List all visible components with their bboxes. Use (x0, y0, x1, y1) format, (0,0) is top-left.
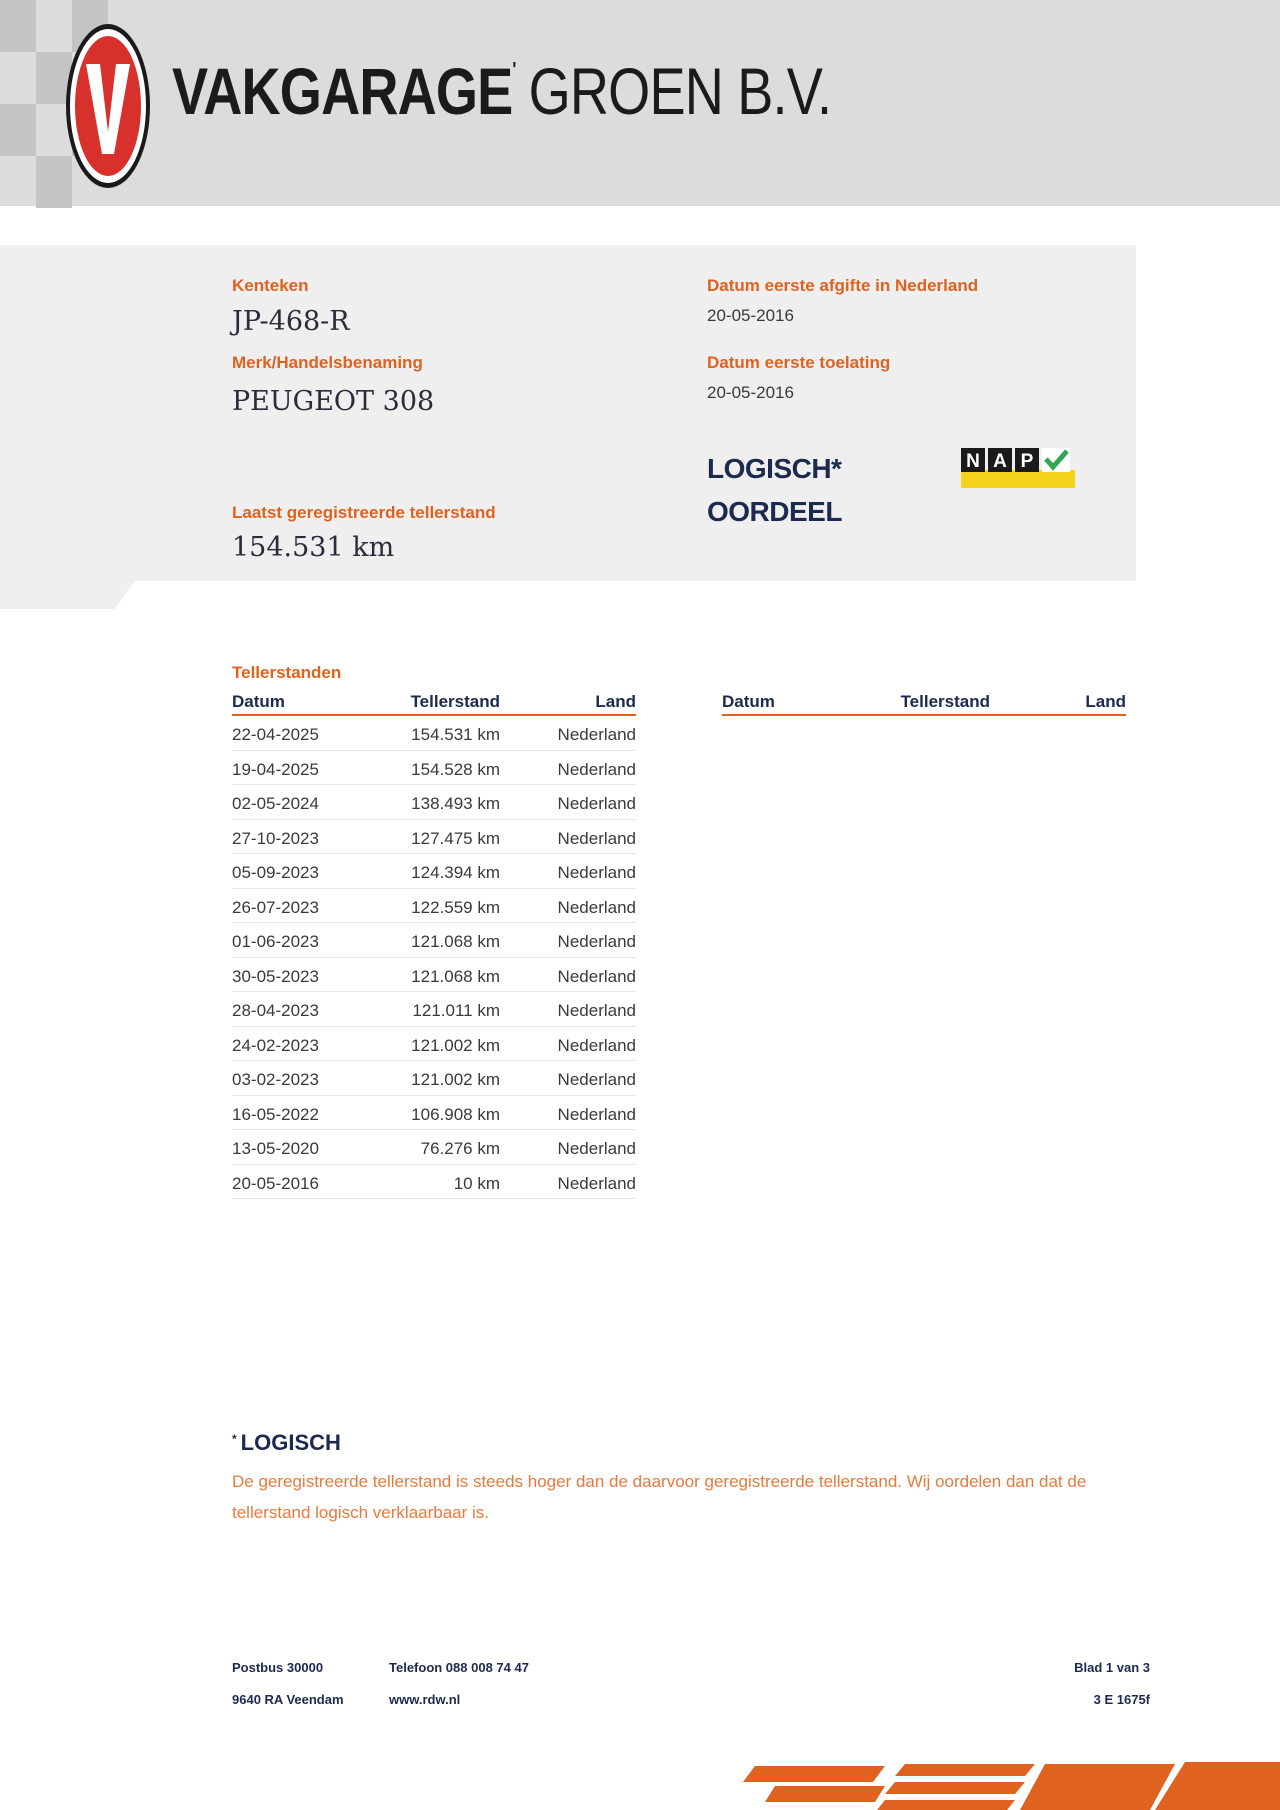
row-land: Nederland (557, 794, 636, 813)
table-row (232, 1027, 636, 1062)
col-header-km: Tellerstand (410, 692, 500, 711)
row-km: 76.276 km (420, 1139, 500, 1158)
last-odometer-label: Laatst geregistreerde tellerstand (232, 503, 496, 522)
col-header-land: Land (595, 692, 636, 711)
footnote-text: De geregistreerde tellerstand is steeds hoger dan de daarvoor geregistreerde tellerstand. Wij oordelen dan dat de tellerstand logisch verklaarbaar is. (232, 1472, 1087, 1522)
row-land: Nederland (557, 897, 636, 917)
row-land: Nederland (557, 725, 636, 744)
row-km: 106.908 km (411, 1104, 500, 1124)
row-land: Nederland (557, 966, 636, 986)
table-row (232, 1130, 636, 1165)
row-land: Nederland (557, 1035, 636, 1055)
vakgarage-logo-icon (64, 22, 152, 190)
row-date: 28-04-2023 (232, 1001, 319, 1020)
table-row (232, 1096, 636, 1131)
row-date: 19-04-2025 (232, 759, 319, 779)
row-date: 24-02-2023 (232, 1035, 319, 1055)
nap-logo-icon (961, 446, 1075, 488)
row-land: Nederland (557, 1139, 636, 1158)
first-issue-label: Datum eerste afgifte in Nederland (707, 276, 979, 295)
row-date: 16-05-2022 (232, 1104, 319, 1124)
row-land: Nederland (557, 932, 636, 951)
table-row (232, 854, 636, 889)
row-land: Nederland (557, 1001, 636, 1020)
nap-letter-n: N (966, 451, 980, 472)
footer-postbus: Postbus 30000 (232, 1660, 324, 1675)
footer-code: 3 E 1675f (1093, 1692, 1150, 1707)
readings-table-right (722, 690, 1126, 716)
table-row (232, 751, 636, 786)
garage-header (0, 0, 1280, 206)
table-row (232, 992, 636, 1027)
kenteken-value: JP-468-R (232, 306, 350, 337)
footer-city: 9640 RA Veendam (232, 1692, 344, 1707)
row-date: 20-05-2016 (232, 1173, 319, 1193)
row-date: 30-05-2023 (232, 966, 319, 986)
brand-name: VAKGARAGE' GROEN B.V. (172, 54, 832, 128)
footer-phone: Telefoon 088 008 74 47 (389, 1660, 529, 1675)
last-odometer-value: 154.531 km (232, 532, 395, 563)
table-row (232, 785, 636, 820)
row-km: 10 km (453, 1173, 500, 1193)
row-km: 121.068 km (411, 966, 500, 986)
row-km: 121.068 km (411, 932, 500, 951)
readings-title: Tellerstanden (232, 663, 342, 682)
readings-rows (232, 716, 636, 1199)
kenteken-label: Kenteken (232, 276, 309, 295)
row-date: 02-05-2024 (232, 794, 319, 813)
row-km: 121.002 km (411, 1070, 500, 1089)
row-land: Nederland (557, 759, 636, 779)
first-admission-value: 20-05-2016 (707, 383, 794, 402)
panel-tab (0, 581, 135, 609)
col-header-date-right: Datum (722, 692, 775, 711)
row-land: Nederland (557, 1173, 636, 1193)
row-land: Nederland (557, 828, 636, 848)
row-date: 22-04-2025 (232, 725, 319, 744)
row-date: 03-02-2023 (232, 1070, 319, 1089)
readings-table-header-right (722, 690, 1126, 716)
merk-label: Merk/Handelsbenaming (232, 353, 423, 372)
table-row (232, 820, 636, 855)
row-date: 27-10-2023 (232, 828, 319, 848)
row-land: Nederland (557, 1070, 636, 1089)
row-km: 124.394 km (411, 863, 500, 882)
readings-table-left (232, 690, 636, 1199)
table-row (232, 958, 636, 993)
col-header-land-right: Land (1085, 692, 1126, 711)
row-land: Nederland (557, 863, 636, 882)
first-issue-value: 20-05-2016 (707, 306, 794, 325)
footer-page: Blad 1 van 3 (1074, 1660, 1150, 1675)
row-date: 13-05-2020 (232, 1139, 319, 1158)
merk-value: PEUGEOT 308 (232, 386, 435, 417)
nap-letter-p: P (1020, 451, 1034, 472)
footnote-title: * LOGISCH (232, 1430, 341, 1455)
row-km: 138.493 km (411, 794, 500, 813)
row-date: 26-07-2023 (232, 897, 319, 917)
footer-web: www.rdw.nl (389, 1692, 461, 1707)
col-header-date: Datum (232, 692, 285, 711)
row-km: 121.011 km (412, 1001, 500, 1020)
first-admission-label: Datum eerste toelating (707, 353, 891, 372)
col-header-km-right: Tellerstand (900, 692, 990, 711)
row-km: 154.528 km (411, 759, 500, 779)
row-date: 05-09-2023 (232, 863, 319, 882)
table-row (232, 1061, 636, 1096)
verdict-line-2: OORDEEL (707, 496, 842, 527)
table-row (232, 889, 636, 924)
table-row (232, 1165, 636, 1200)
verdict-line-1: LOGISCH* (707, 453, 842, 484)
rdw-stripes-icon (735, 1756, 1280, 1810)
nap-letter-a: A (993, 451, 1007, 472)
row-land: Nederland (557, 1104, 636, 1124)
row-km: 154.531 km (411, 725, 500, 744)
table-row (232, 923, 636, 958)
readings-table-header (232, 690, 636, 716)
row-km: 122.559 km (411, 897, 500, 917)
row-date: 01-06-2023 (232, 932, 319, 951)
table-row (232, 716, 636, 751)
row-km: 121.002 km (411, 1035, 500, 1055)
row-km: 127.475 km (411, 828, 500, 848)
